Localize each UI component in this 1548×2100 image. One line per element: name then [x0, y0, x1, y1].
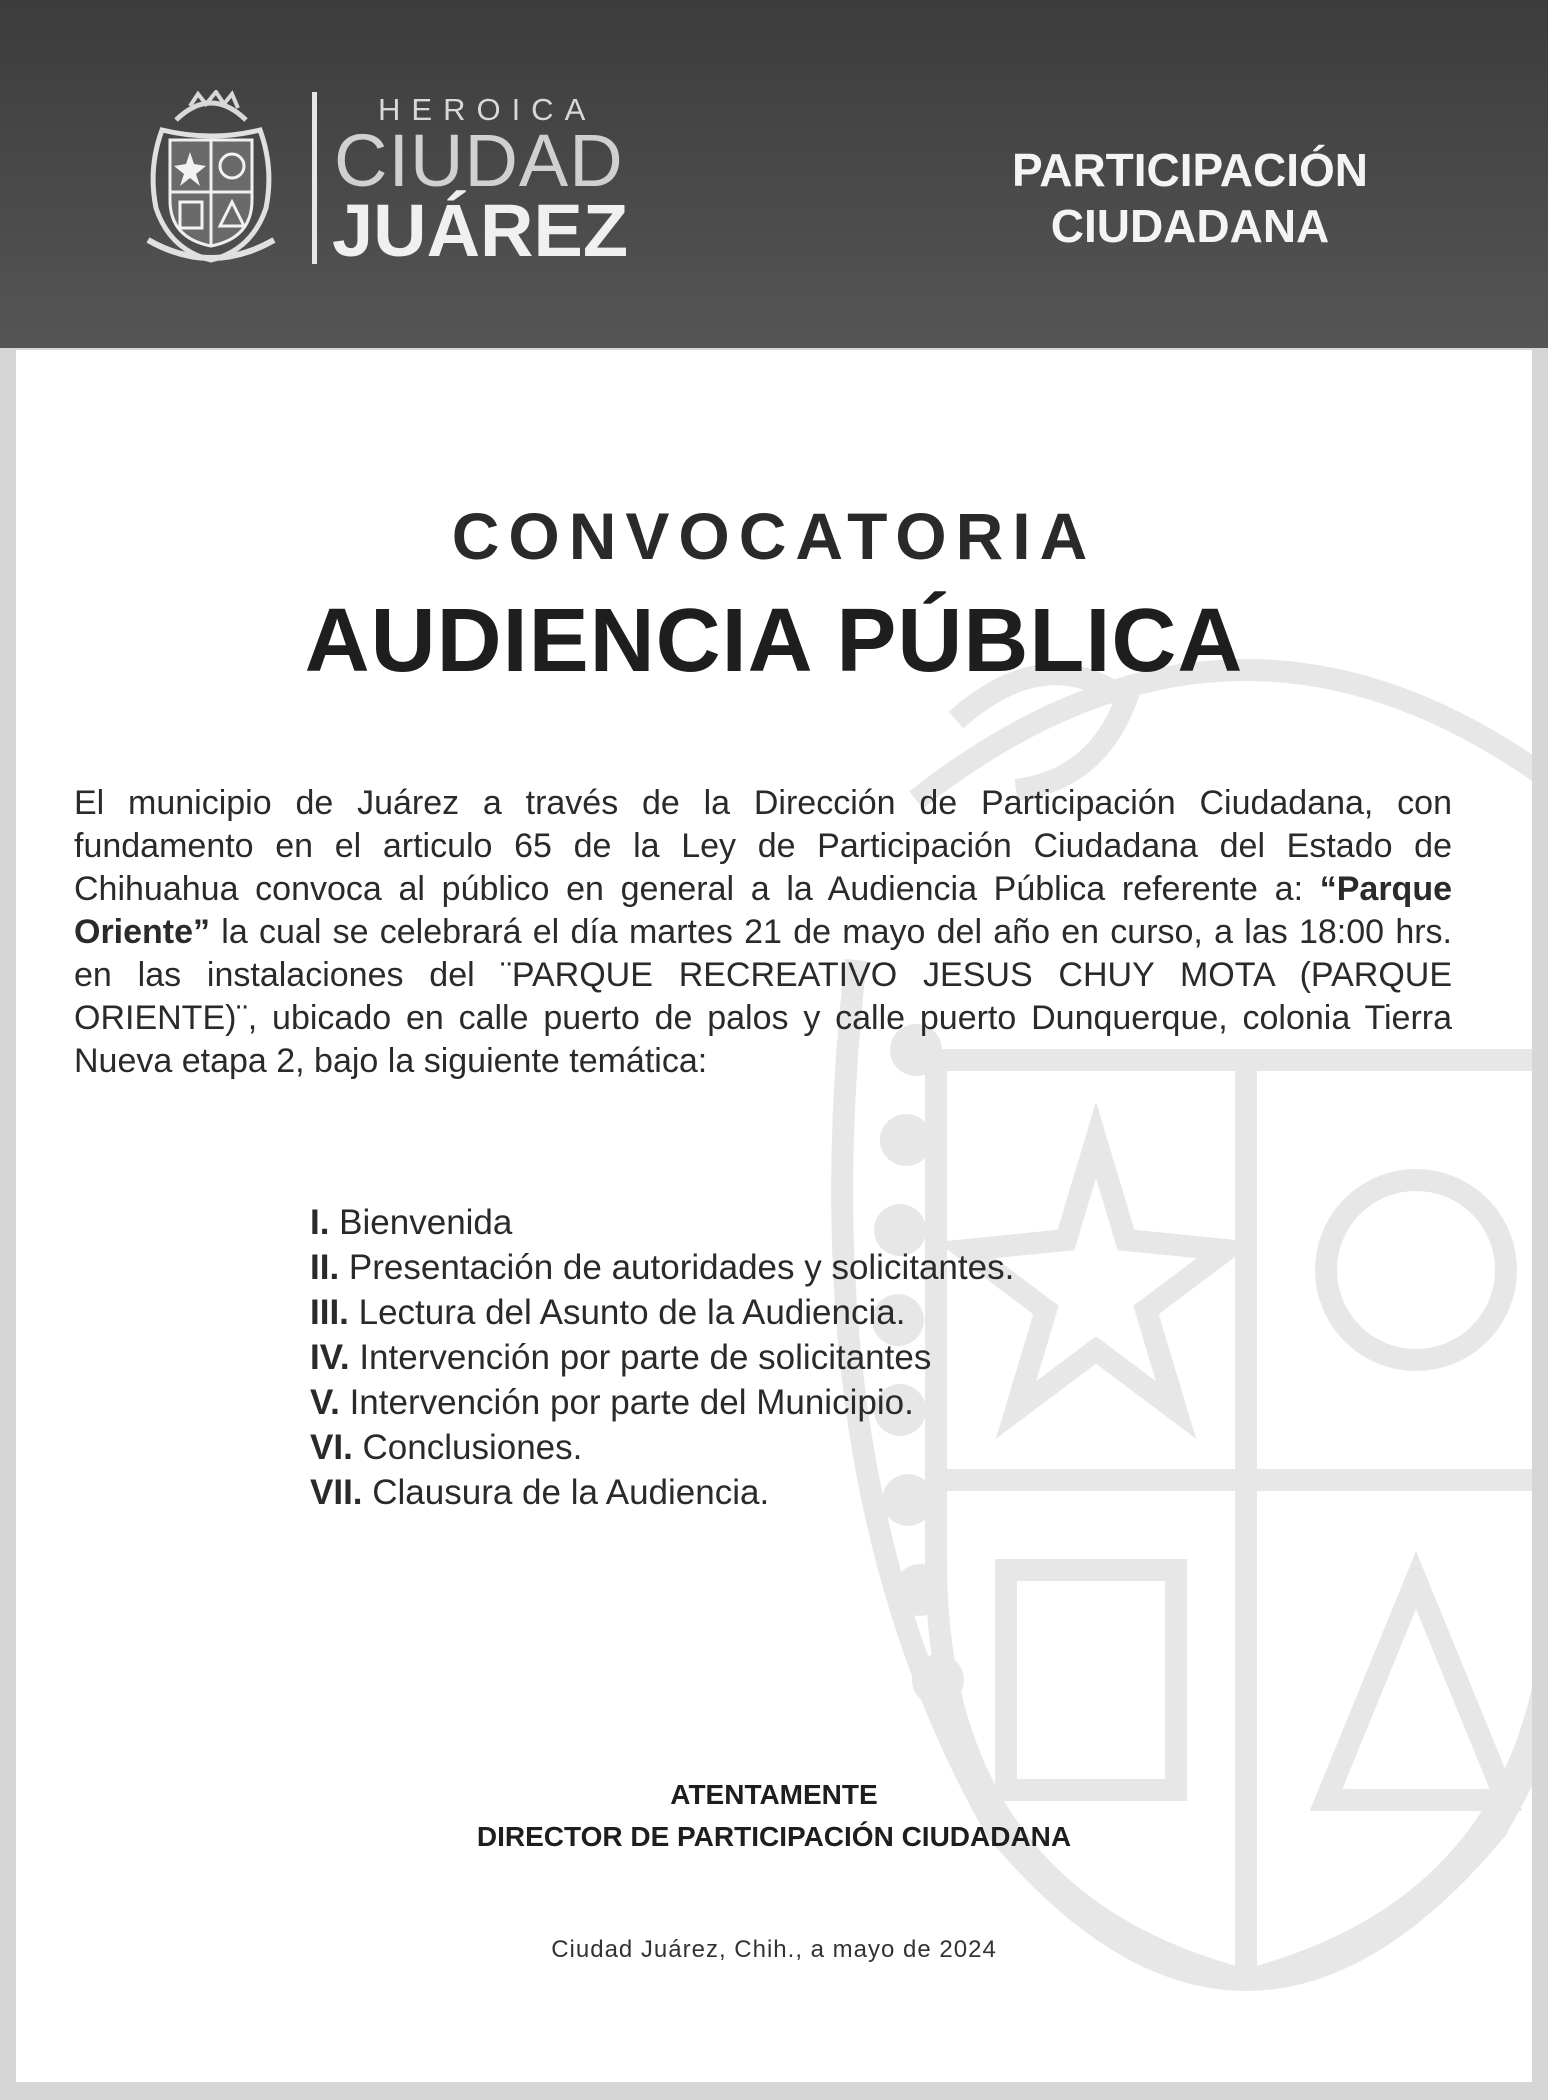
agenda-item	[310, 1425, 1310, 1470]
agenda-item-number: VI.	[310, 1428, 353, 1467]
agenda-item-text: Clausura de la Audiencia.	[362, 1473, 770, 1512]
agenda-item-text: Presentación de autoridades y solicitantes.	[339, 1248, 1015, 1287]
agenda-item-text: Bienvenida	[329, 1203, 513, 1242]
agenda-item-number: V.	[310, 1383, 340, 1422]
brand-juarez: JUÁREZ	[332, 189, 629, 272]
agenda-item	[310, 1290, 1310, 1335]
agenda-item	[310, 1200, 1310, 1245]
agenda-list	[310, 1200, 1310, 1515]
header-banner	[0, 0, 1548, 348]
agenda-item-number: II.	[310, 1248, 340, 1287]
agenda-item-number: VII.	[310, 1473, 363, 1512]
agenda-item-number: IV.	[310, 1338, 350, 1377]
brand-heroica: HEROICA	[378, 92, 597, 127]
document-title-large: AUDIENCIA PÚBLICA	[304, 591, 1244, 691]
document-sheet	[16, 350, 1532, 2082]
convocation-paragraph	[74, 782, 1452, 1083]
agenda-item	[310, 1245, 1310, 1290]
agenda-item-number: I.	[310, 1203, 330, 1242]
agenda-item	[310, 1335, 1310, 1380]
topic-name: “Parque Oriente”	[74, 870, 1452, 951]
document-title-small: CONVOCATORIA	[451, 499, 1097, 573]
department-line-2: CIUDADANA	[1050, 200, 1330, 252]
brand-ciudad: CIUDAD	[334, 119, 624, 202]
agenda-item	[310, 1470, 1310, 1515]
paragraph-text-part-2: la cual se celebrará el día martes 21 de mayo del año en curso, a las 18:00 hrs. en las instalaciones del ¨PARQUE RECREATIVO JESUS CHUY MOTA (PARQUE ORIENTE)¨, ubicado en calle puerto de palos y calle puerto Dunquerque, colonia Tierra Nueva etapa 2, bajo la siguiente temática:	[74, 913, 1452, 1080]
brand-divider	[312, 92, 317, 264]
place-and-date: Ciudad Juárez, Chih., a mayo de 2024	[551, 1936, 997, 1963]
closing-salutation: ATENTAMENTE	[670, 1779, 878, 1810]
signatory-title: DIRECTOR DE PARTICIPACIÓN CIUDADANA	[476, 1821, 1072, 1852]
agenda-item-number: III.	[310, 1293, 349, 1332]
agenda-item-text: Conclusiones.	[352, 1428, 583, 1467]
agenda-item	[310, 1380, 1310, 1425]
agenda-item-text: Intervención por parte de solicitantes	[349, 1338, 932, 1377]
department-title	[940, 142, 1440, 254]
signature-block	[16, 1774, 1532, 1858]
agenda-item-text: Lectura del Asunto de la Audiencia.	[348, 1293, 906, 1332]
city-coat-of-arms-icon	[140, 90, 282, 268]
paragraph-text-part-1: El municipio de Juárez a través de la Dirección de Participación Ciudadana, con fundamento en el articulo 65 de la Ley de Participación Ciudadana del Estado de Chihuahua convoca al público en general a la Audiencia Pública referente a:	[74, 784, 1452, 908]
department-line-1: PARTICIPACIÓN	[1011, 144, 1369, 196]
agenda-item-text: Intervención por parte del Municipio.	[339, 1383, 914, 1422]
